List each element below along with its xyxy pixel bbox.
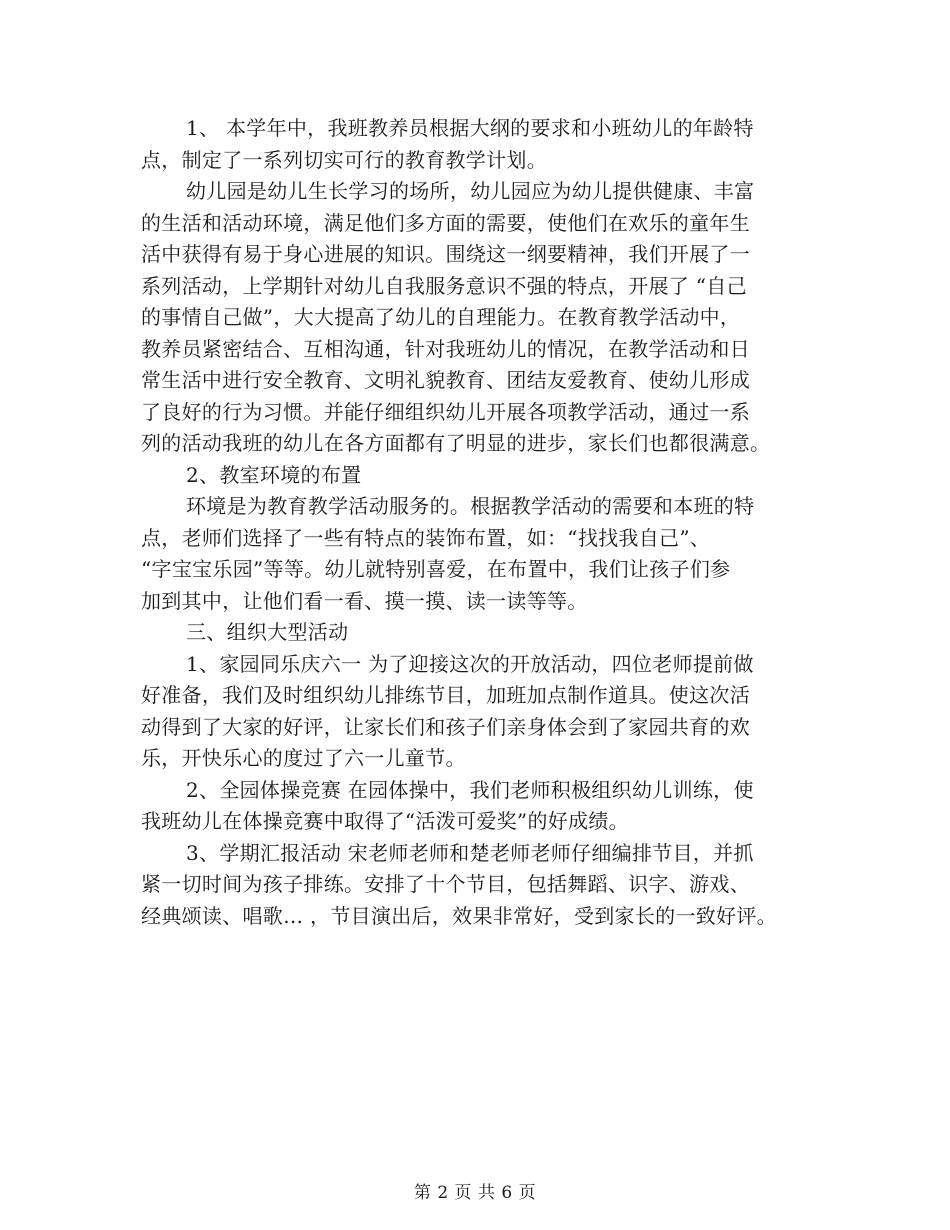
paragraph-line: 3、学期汇报活动 宋老师老师和楚老师老师仔细编排节目，并抓 [186,840,754,865]
paragraph-line: 的事情自己做”，大大提高了幼儿的自理能力。在教育教学活动中， [141,305,741,329]
paragraph-line: 的生活和活动环境，满足他们多方面的需要，使他们在欢乐的童年生 [141,210,750,235]
paragraph-line: 系列活动，上学期针对幼儿自我服务意识不强的特点，开展了 “自己 [141,273,747,298]
paragraph-line: 点，老师们选择了一些有特点的装饰布置，如：“找找我自己”、 [141,525,711,550]
paragraph-line: 好准备，我们及时组织幼儿排练节目，加班加点制作道具。使这次活 [141,683,750,707]
paragraph-line: 1、家园同乐庆六一 为了迎接这次的开放活动，四位老师提前做 [186,651,754,676]
document-body [141,113,821,932]
paragraph-line: 活中获得有易于身心进展的知识。围绕这一纲要精神，我们开展了一 [141,242,750,266]
paragraph-line: 紧一切时间为孩子排练。安排了十个节目，包括舞蹈、识字、游戏、 [141,872,750,896]
paragraph-line: 加到其中，让他们看一看、摸一摸、读一读等等。 [141,588,588,613]
paragraph-line: 2、全园体操竞赛 在园体操中，我们老师积极组织幼儿训练，使 [186,777,754,802]
paragraph-line: 常生活中进行安全教育、文明礼貌教育、团结友爱教育、使幼儿形成 [141,368,750,392]
paragraph-line: 点，制定了一系列切实可行的教育教学计划。 [141,147,547,172]
paragraph-line: 教养员紧密结合、互相沟通，针对我班幼儿的情况，在教学活动和日 [141,336,750,361]
section-heading: 2、教室环境的布置 [186,462,362,487]
paragraph-line: 经典颂读、唱歌… ，节目演出后，效果非常好，受到家长的一致好评。 [141,903,777,928]
paragraph-line: 1、 本学年中，我班教养员根据大纲的要求和小班幼儿的年龄特 [186,116,754,140]
paragraph-line: 我班幼儿在体操竞赛中取得了“活泼可爱奖”的好成绩。 [141,809,629,833]
paragraph-line: 幼儿园是幼儿生长学习的场所，幼儿园应为幼儿提供健康、丰富 [186,179,755,203]
paragraph-line: 乐，开快乐心的度过了六一儿童节。 [141,746,466,770]
paragraph-line: “字宝宝乐园”等等。幼儿就特别喜爱，在布置中，我们让孩子们参 [141,557,731,581]
paragraph-line: 环境是为教育教学活动服务的。根据教学活动的需要和本班的特 [186,494,755,518]
section-heading: 三、组织大型活动 [186,620,349,644]
paragraph-line: 了良好的行为习惯。并能仔细组织幼儿开展各项教学活动，通过一系 [141,399,750,424]
paragraph-line: 动得到了大家的好评，让家长们和孩子们亲身体会到了家园共育的欢 [141,714,750,739]
paragraph-line: 列的活动我班的幼儿在各方面都有了明显的进步，家长们也都很满意。 [141,431,771,455]
page-number: 第 2 页 共 6 页 [413,1183,537,1203]
